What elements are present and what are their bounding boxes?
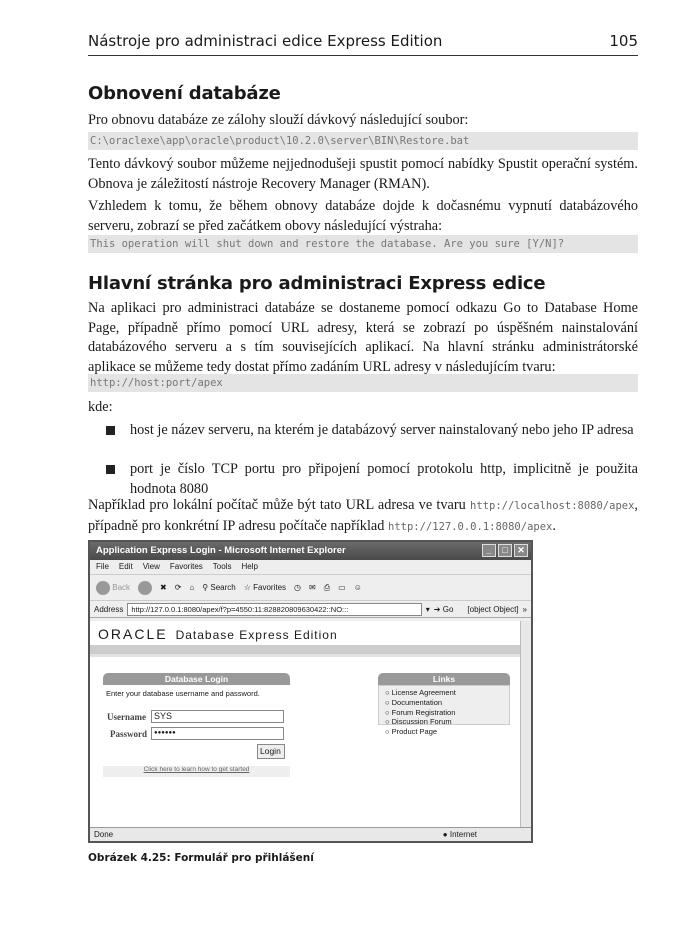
messenger-icon[interactable]: ☺ [353,583,362,592]
login-instruction: Enter your database username and password. [106,689,260,698]
code-block: This operation will shut down and restore the database. Are you sure [Y/N]? [88,235,638,253]
favorites-label: Favorites [253,583,287,592]
get-started-link[interactable]: Click here to learn how to get started [103,766,290,777]
history-icon[interactable]: ◷ [294,583,302,592]
menu-favorites[interactable]: Favorites [169,562,203,571]
menu-edit[interactable]: Edit [118,562,133,571]
paragraph: Na aplikaci pro administraci databáze se dostaneme pomocí odkazu Go to Database Home Page, případně přímo pomocí URL adresy, která se zobrazí po úspěšném nainstalování databázového serveru a s tím souvisejících aplikací. Na hlavní stránku administrátorské aplikace se můžeme tedy dostat přímo zadáním URL adresy v následujícím tvaru: [88,300,638,375]
back-icon [96,581,110,595]
dropdown-icon[interactable]: ▾ [425,604,430,614]
link-discussion-forum[interactable]: ○ Discussion Forum [385,717,452,727]
login-button[interactable]: Login [257,744,285,759]
chevron-icon[interactable]: » [522,604,527,614]
links-button[interactable]: [object Object] [467,604,519,614]
stop-icon[interactable]: ✖ [160,583,167,592]
text: Například pro lokální počítač může být tato URL adresa ve tvaru [88,497,471,513]
go-label: Go [442,604,454,614]
window-title: Application Express Login - Microsoft Internet Explorer [96,545,346,556]
minimize-icon[interactable]: _ [482,544,496,557]
edit-icon[interactable]: ▭ [338,583,346,592]
username-label: Username [107,712,146,722]
oracle-logo [98,626,338,642]
toolbar [90,575,531,601]
password-label: Password [110,729,148,739]
status-text: Done [94,830,114,839]
page-number: 105 [609,32,638,50]
running-header [88,32,638,56]
print-icon[interactable]: ⎙ [323,582,331,592]
web-page [90,621,520,829]
vertical-scrollbar[interactable] [520,621,531,829]
menu-help[interactable]: Help [241,562,258,571]
link-forum-registration[interactable]: ○ Forum Registration [385,707,456,717]
search-button[interactable] [202,583,235,592]
paragraph: Vzhledem k tomu, že během obnovy databáze dojde k dočasnému vypnutí databázového serveru, zobrazí se před začátkem obovy následující výstraha: [88,198,638,234]
zone: ● Internet [442,830,477,839]
links-panel-heading: Links [378,673,510,685]
paragraph: Tento dávkový soubor můžeme nejjednodušeji spustit pomocí nabídky Spustit operační systém. Obnova je záležitostí nástroje Recovery Manager (RMAN). [88,156,638,192]
refresh-icon[interactable]: ⟳ [174,583,182,592]
link-product-page[interactable]: ○ Product Page [385,727,438,737]
browser-screenshot [88,540,533,843]
link-label: Forum Registration [391,707,456,717]
bullet-item: host je název serveru, na kterém je databázový server nainstalovaný nebo jeho IP adresa [106,421,638,441]
back-button[interactable] [96,581,130,595]
star-icon: ☆ [243,583,251,592]
code-block: http://host:port/apex [88,374,638,392]
address-bar [90,601,531,618]
login-panel-heading: Database Login [103,673,290,685]
logo-text: ORACLE [98,626,168,642]
search-icon: ⚲ [202,583,209,592]
close-icon[interactable]: ✕ [514,544,528,557]
links-panel [378,685,510,737]
section-heading-home: Hlavní stránka pro administraci Express edice [88,273,546,294]
go-button[interactable]: ➔ Go [433,604,454,614]
product-name: Database Express Edition [175,628,338,642]
paragraph [88,496,638,537]
section-heading-restore: Obnovení databáze [88,83,281,104]
url: http://localhost:8080/apex [470,500,635,512]
home-icon[interactable]: ⌂ [189,583,195,592]
title-bar [90,542,531,560]
text: , případně pro konkrétní IP adresu počítače například [88,497,638,534]
link-license[interactable]: ○ License Agreement [385,688,456,697]
menu-file[interactable]: File [96,562,109,571]
back-label: Back [112,582,131,592]
forward-icon[interactable] [138,581,152,595]
header-title: Nástroje pro administraci edice Express Edition [88,32,443,50]
address-label: Address [94,604,124,614]
maximize-icon[interactable]: □ [498,544,512,557]
password-input[interactable]: ●●●●●● [151,727,284,740]
link-label: Documentation [391,697,443,707]
text: . [552,517,556,534]
paragraph: Pro obnovu databáze ze zálohy slouží dávkový následující soubor: [88,112,469,128]
menu-view[interactable]: View [142,562,160,571]
figure-caption: Obrázek 4.25: Formulář pro přihlášení [88,852,314,864]
url: http://127.0.0.1:8080/apex [388,520,553,533]
menu-tools[interactable]: Tools [212,562,232,571]
link-label: Discussion Forum [391,717,452,727]
address-input[interactable]: http://127.0.0.1:8080/apex/f?p=4550:11:828820809630422::NO::: [127,603,421,616]
search-label: Search [210,583,236,592]
username-input[interactable]: SYS [151,710,284,723]
menu-bar [90,560,531,575]
link-label: License Agreement [391,688,456,697]
link-label: Product Page [391,727,438,737]
header-bar [90,645,520,657]
mail-icon[interactable]: ✉ [309,583,316,592]
code-block: C:\oraclexe\app\oracle\product\10.2.0\server\BIN\Restore.bat [88,132,638,150]
link-documentation[interactable]: ○ Documentation [385,697,443,707]
status-bar [90,827,531,841]
bullet-item: port je číslo TCP portu pro připojení pomocí protokolu http, implicitně je použita hodnota 8080 [106,460,638,499]
favorites-button[interactable] [244,583,286,592]
paragraph-kde: kde: [88,399,113,415]
zone-label: Internet [449,830,477,839]
